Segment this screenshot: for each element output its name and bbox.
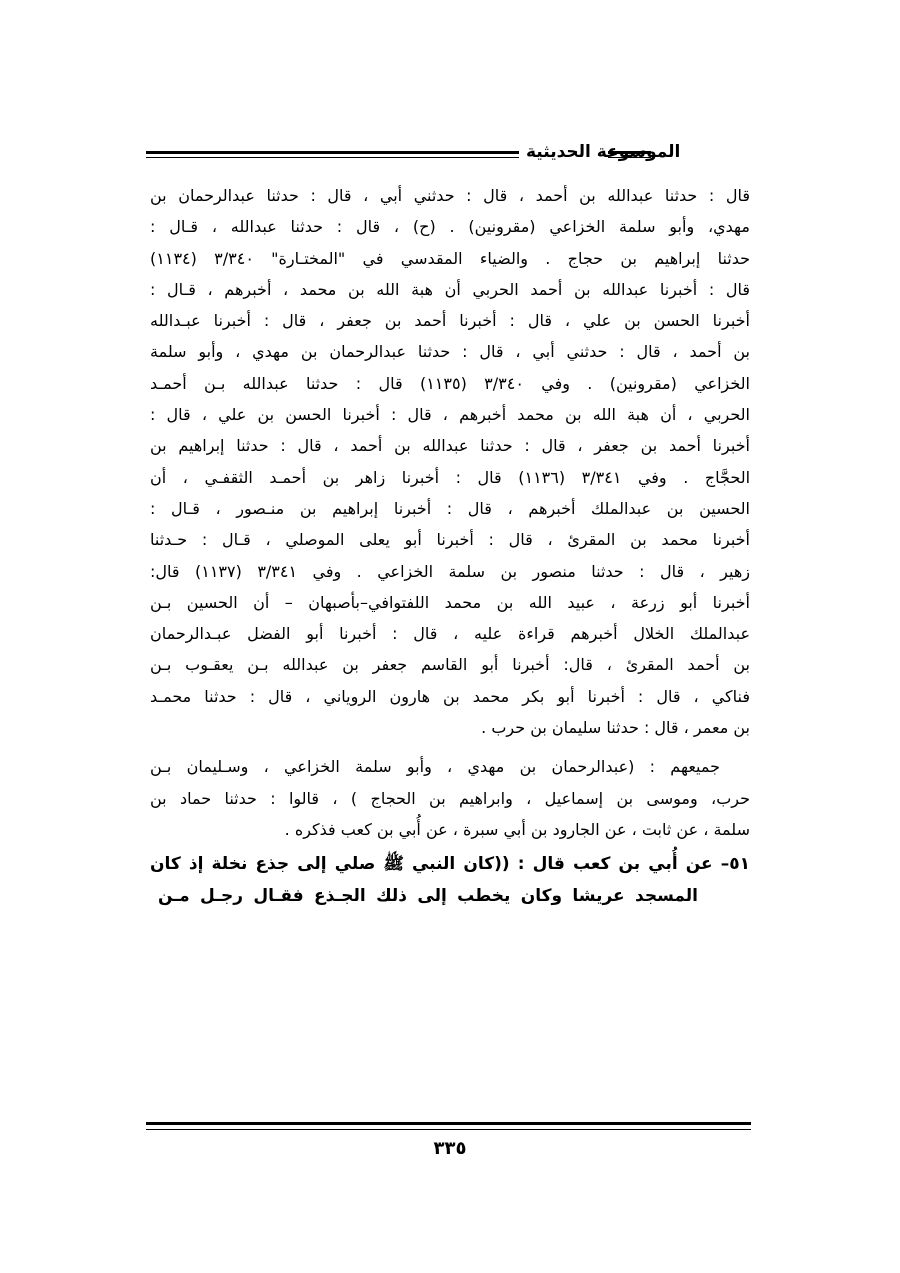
hadith-line-2: المسجد عريشا وكان يخطب إلى ذلك الجـذع فقـال رجـل مـن xyxy=(158,885,698,906)
footer-rules xyxy=(146,1122,751,1134)
footer-rule-top xyxy=(146,1122,751,1125)
text-line-15: عبدالملك الخلال أخبرهم قراءة عليه ، قال : أخبرنا أبو الفضل عبـدالرحمان xyxy=(150,624,750,644)
header-title: الموسوعة الحديثية xyxy=(526,142,681,162)
text-line-1: قال : حدثنا عبدالله بن أحمد ، قال : حدثني أبي ، قال : حدثنا عبدالرحمان بن xyxy=(150,186,750,205)
page-body xyxy=(150,180,750,912)
text-line-19: جميعهم : (عبدالرحمان بن مهدي ، وأبو سلمة الخزاعي ، وسـليمان بـن xyxy=(150,757,720,777)
page-number: ٣٣٥ xyxy=(433,1138,467,1159)
text-line-11: الحسين بن عبدالملك أخبرهم ، قال : أخبرنا إبراهيم بن منـصور ، قـال : xyxy=(150,498,750,518)
footer-rule-bottom xyxy=(146,1129,751,1130)
text-line-17: فناكي ، قال : أخبرنا أبو بكر محمد بن هارون الروياني ، قال : حدثنا محمـد xyxy=(150,686,750,706)
text-line-9: أخبرنا أحمد بن جعفر ، قال : حدثنا عبدالله بن أحمد ، قال : حدثنا إبراهيم بن xyxy=(150,436,750,456)
text-line-4: قال : أخبرنا عبدالله بن أحمد الحربي أن هبة الله بن محمد ، أخبرهم ، قـال : xyxy=(150,279,750,299)
paragraph-jamiuhum xyxy=(150,751,750,845)
text-line-7: الخزاعي (مقرونين) . وفي ٣/٣٤٠ (١١٣٥) قال : حدثنا عبدالله بـن أحمـد xyxy=(150,373,751,393)
text-line-20: حرب، وموسى بن إسماعيل ، وابراهيم بن الحجاج ) ، قالوا : حدثنا حماد بن xyxy=(150,788,750,808)
header-rule-left-bottom xyxy=(146,157,519,158)
hadith-line-1: ٥١– عن أُبي بن كعب قال : ((كان النبي ﷺ صلي إلى جذع نخلة إذ كان xyxy=(150,854,750,875)
text-line-18: بن معمر ، قال : حدثنا سليمان بن حرب . xyxy=(481,718,750,738)
header-rule-left-top xyxy=(146,151,519,154)
paragraph-isnad xyxy=(150,180,750,743)
text-line-16: بن أحمد المقرئ ، قال: أخبرنا أبو القاسم جعفر بن عبدالله بـن يعقـوب بـن xyxy=(150,655,750,675)
text-line-13: زهير ، قال : حدثنا منصور بن سلمة الخزاعي . وفي ٣/٣٤١ (١١٣٧) قال: xyxy=(150,561,751,581)
text-line-21: سلمة ، عن ثابت ، عن الجارود بن أبي سبرة ، عن أُبي بن كعب فذكره . xyxy=(284,819,750,839)
running-header xyxy=(146,140,751,174)
text-line-12: أخبرنا محمد بن المقرئ ، قال : أخبرنا أبو يعلى الموصلي ، قـال : حـدثنا xyxy=(150,530,750,550)
text-line-8: الحربي ، أن هبة الله بن محمد أخبرهم ، قال : أخبرنا الحسن بن علي ، قال : xyxy=(150,405,750,425)
paragraph-hadith-51 xyxy=(150,849,750,912)
paragraph-gap xyxy=(150,743,750,751)
text-line-2: مهدي، وأبو سلمة الخزاعي (مقرونين) . (ح) ، قال : حدثنا عبدالله ، قـال : xyxy=(150,217,750,237)
text-line-10: الحجَّاج . وفي ٣/٣٤١ (١١٣٦) قال : أخبرنا زاهر بن أحمـد الثقفـي ، أن xyxy=(150,467,751,487)
text-line-5: أخبرنا الحسن بن علي ، قال : أخبرنا أحمد بن جعفر ، قال : أخبرنا عبـدالله xyxy=(150,311,750,331)
text-line-14: أخبرنا أبو زرعة ، عبيد الله بن محمد اللفتوافي–بأصبهان – أن الحسين بـن xyxy=(150,592,750,612)
text-line-6: بن أحمد ، قال : حدثني أبي ، قال : حدثنا عبدالرحمان بن مهدي ، وأبو سلمة xyxy=(150,342,750,362)
text-line-3: حدثنا إبراهيم بن حجاج . والضياء المقدسي في "المختـارة" ٣/٣٤٠ (١١٣٤) xyxy=(150,248,751,268)
